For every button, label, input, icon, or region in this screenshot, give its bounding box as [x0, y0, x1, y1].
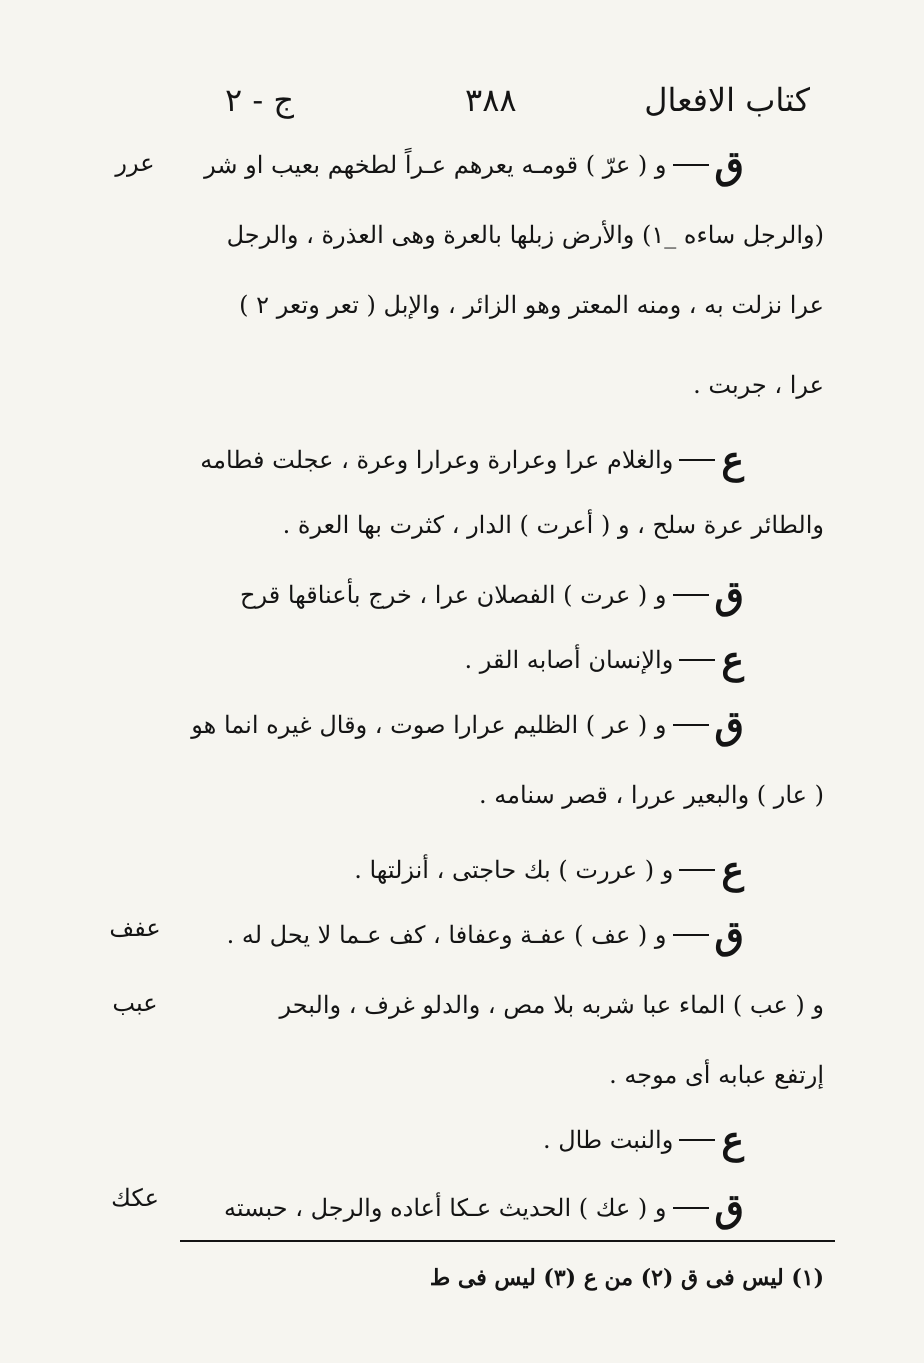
text-line-5 — [190, 430, 744, 486]
siglum: ق — [714, 141, 744, 187]
text-line-16 — [190, 1178, 744, 1234]
dash — [679, 459, 715, 461]
siglum: ع — [721, 1116, 744, 1162]
text-line-1 — [190, 135, 744, 191]
line-text: و ( عب ) الماء عبا شربه بلا مص ، والدلو غرف ، والبحر — [279, 990, 824, 1019]
text-line-8 — [190, 630, 744, 686]
page-number: ٣٨٨ — [465, 81, 517, 119]
text-line-15 — [190, 1110, 744, 1166]
line-text: و ( عك ) الحديث عـكا أعاده والرجل ، حبسته — [224, 1193, 667, 1222]
text-line-14 — [190, 1045, 824, 1101]
siglum: ق — [714, 1184, 744, 1230]
text-line-9 — [190, 695, 744, 751]
line-text: و ( عررت ) بك حاجتى ، أنزلتها . — [354, 855, 674, 884]
line-text: و ( عرّ ) قومـه يعرهم عـراً لطخهم بعيب او شر — [204, 150, 667, 179]
line-text: والغلام عرا وعرارة وعرارا وعرة ، عجلت فطامه — [200, 445, 674, 474]
margin-root-word: عرر — [115, 149, 155, 177]
dash — [673, 934, 709, 936]
footnote-rule — [180, 1240, 835, 1242]
text-line-3 — [190, 275, 824, 331]
text-line-2 — [190, 205, 824, 261]
book-title: كتاب الافعال — [644, 81, 810, 119]
line-text: (والرجل ساءه _١) والأرض زبلها بالعرة وهى العذرة ، والرجل — [226, 220, 824, 249]
siglum: ع — [721, 436, 744, 482]
text-line-13 — [190, 975, 824, 1031]
margin-root-word: عبب — [112, 989, 158, 1017]
siglum: ع — [721, 636, 744, 682]
dash — [679, 869, 715, 871]
line-text: ( عار ) والبعير عررا ، قصر سنامه . — [479, 780, 824, 809]
line-text: و ( عرت ) الفصلان عرا ، خرج بأعناقها قرح — [240, 580, 667, 609]
siglum: ق — [714, 911, 744, 957]
text-line-12 — [190, 905, 744, 961]
volume-number: ج - ٢ — [225, 81, 294, 119]
line-text: والطائر عرة سلح ، و ( أعرت ) الدار ، كثرت بها العرة . — [282, 510, 824, 539]
margin-root-word: عفف — [109, 914, 161, 942]
line-text: و ( عر ) الظليم عرارا صوت ، وقال غيره انما هو — [191, 710, 667, 739]
dash — [679, 1139, 715, 1141]
dash — [673, 1207, 709, 1209]
text-line-7 — [190, 565, 744, 621]
siglum: ق — [714, 571, 744, 617]
line-text: و ( عف ) عفـة وعفافا ، كف عـما لا يحل له . — [226, 920, 667, 949]
running-head — [215, 70, 810, 130]
text-line-10 — [190, 765, 824, 821]
line-text: عرا نزلت به ، ومنه المعتر وهو الزائر ، والإبل ( تعر وتعر ٢ ) — [239, 290, 824, 319]
line-text: إرتفع عبابه أى موجه . — [609, 1060, 824, 1089]
line-text: والإنسان أصابه القر . — [464, 645, 674, 674]
text-line-11 — [190, 840, 744, 896]
dash — [673, 724, 709, 726]
text-line-6 — [190, 495, 824, 551]
margin-root-word: عكك — [111, 1184, 159, 1212]
siglum: ع — [721, 846, 744, 892]
line-text: عرا ، جربت . — [693, 370, 824, 399]
siglum: ق — [714, 701, 744, 747]
dash — [679, 659, 715, 661]
footnote: (١) ليس فى ق (٢) من ع (٣) ليس فى ط — [429, 1265, 824, 1291]
text-line-4 — [190, 355, 824, 411]
line-text: والنبت طال . — [542, 1125, 674, 1154]
dash — [673, 594, 709, 596]
dash — [673, 164, 709, 166]
